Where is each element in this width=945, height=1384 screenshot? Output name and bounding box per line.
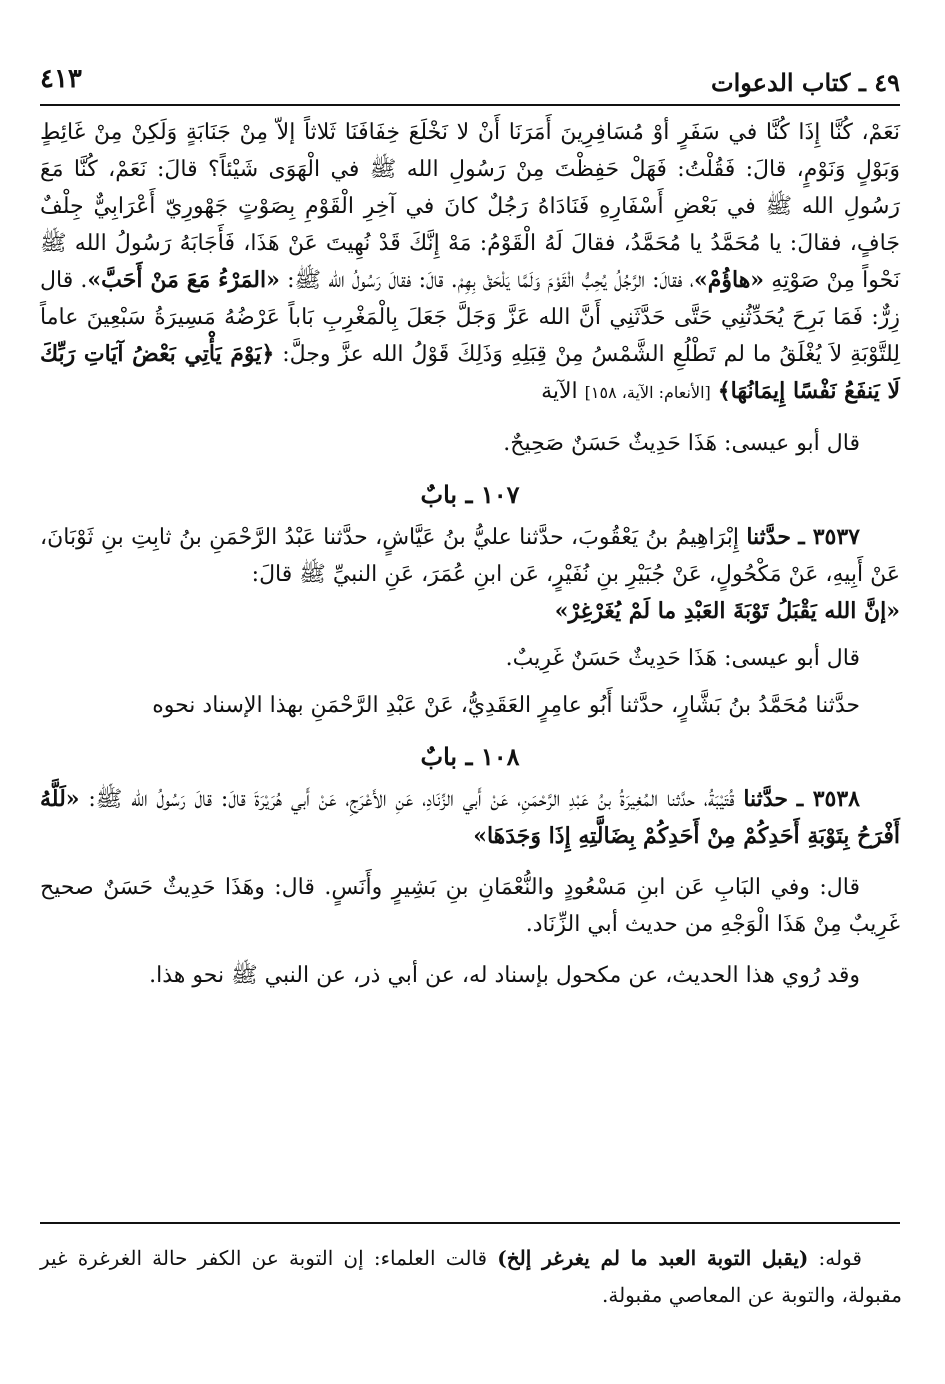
para-text: الآية	[541, 379, 578, 404]
commentary-paragraph: قال: وفي البَابِ عَن ابنِ مَسْعُودٍ والنُّعْمَانِ بنِ بَشِيرٍ وأَنَسٍ. قال: وهَذَا حَدِيثٌ حَسَنٌ صحيح غَرِيبٌ مِنْ هَذَا الْوَجْهِ من حديث أبي الزِّنَاد.	[40, 875, 900, 937]
book-page	[40, 60, 900, 994]
hadith-chain: إِبْرَاهِيمُ بنُ يَعْقُوبَ، حدَّثنا عليُّ بنُ عَيَّاشٍ، حدَّثنا عَبْدُ الرَّحْمَنِ بنُ ثابِتِ بنِ ثَوْبَانَ، عَنْ أَبِيهِ، عَنْ مَكْحُولٍ، عَنْ جُبَيْرِ بنِ نُفَيْرٍ، عَن ابنِ عُمَرَ، عَنِ النبيِّ ﷺ قالَ:	[40, 525, 900, 587]
hadith-text: «إنَّ الله يَقْبَلُ تَوْبَةَ العَبْدِ ما لَمْ يُغَرْغِرْ»	[554, 598, 900, 624]
hadith-number: ٣٥٣٨ ـ	[796, 786, 860, 812]
footnote-body: قالت العلماء: إن التوبة عن الكفر حالة الغرغرة غير مقبولة، والتوبة عن المعاصي مقبولة.	[40, 1246, 902, 1307]
alternate-chain: حدَّثنا مُحَمَّدُ بنُ بَشَّارٍ، حدَّثنا أَبُو عامِرٍ العَقَدِيُّ، عَنْ عَبْدِ الرَّحْمَنِ بهذا الإسناد نحوه	[152, 693, 860, 718]
continuation-paragraph	[40, 114, 900, 411]
running-header	[40, 60, 900, 106]
chapter-heading: ١٠٧ ـ بابٌ	[420, 480, 520, 509]
para-text: نَعَمْ، كُنَّا إِذَا كُنَّا في سَفَرٍ أوْ مُسَافِرِينَ أَمَرَنَا أَنْ لا نَخْلَعَ خِفَافَنَا ثَلاثاً إلاّ مِنْ جَنَابَةٍ وَلَكِنْ مِنْ غَائِطٍ وَبَوْلٍ وَنَوْمٍ، قالَ: فَقُلْتُ: فَهَلْ حَفِظْتَ مِنْ رَسُولِ الله ﷺ في الْهَوَى شَيْئاً؟ قالَ: نَعَمْ، كُنَّا مَعَ رَسُولِ الله ﷺ في بَعْضِ أَسْفَارِهِ فَنَادَاهُ رَجُلٌ كانَ في آخِرِ الْقَوْمِ بِصَوْتٍ جَهْورِيّ أَعْرَابِيٌّ جِلْفٌ جَافٍ، فقالَ: يا مُحَمَّدُ يا مُحَمَّدُ، فقالَ لَهُ الْقَوْمُ: مَهْ إِنَّكَ قَدْ نُهِيتَ عَنْ هَذَا، فَأَجَابَهُ رَسُولُ الله ﷺ نَحْواً مِنْ صَوْتِهِ	[40, 120, 900, 293]
hadith-text: «لَلَّهُ أَفْرَحُ بِتَوْبَةِ أَحَدِكُمْ مِنْ أَحَدِكُمْ بِضَالَّتِهِ إِذَا وَجَدَهَا»	[40, 786, 900, 849]
hadith-3538	[40, 781, 900, 855]
footnote	[40, 1240, 902, 1314]
para-text: ، فقالَ: الرَّجُلُ يُحِبُّ الْقَوْمَ وَلَمَّا يَلْحَقْ بِهِمْ. قالَ: فقالَ رَسُولُ الله ﷺ:	[287, 268, 694, 293]
page-number: ٤١٣	[40, 64, 82, 94]
footnote-quote: (يقبل التوبة العبد ما لم يغرغر إلخ)	[497, 1246, 809, 1270]
prophet-quote: «هاؤُمْ»	[694, 267, 765, 293]
hadith-lead: حدَّثنا	[743, 786, 788, 812]
footnote-lead: قوله:	[818, 1246, 862, 1270]
chapter-heading: ١٠٨ ـ بابٌ	[420, 742, 520, 771]
quran-verse: ﴿يَوْمَ يَأْتِي بَعْضُ آيَاتِ رَبِّكَ لَا يَنفَعُ نَفْسًا إِيمَانُهَا﴾	[40, 341, 900, 404]
chapter-title: ٤٩ ـ كتاب الدعوات	[710, 68, 900, 97]
hadith-3537	[40, 519, 900, 630]
para-text: . قال زِرٌّ: فَمَا بَرِحَ يُحَدِّثُنِي حَتَّى حَدَّثَنِي أَنَّ الله عَزَّ وَجَلَّ جَعَلَ بِالْمَغْرِبِ بَاباً عَرْضُهُ مَسِيرَةُ سَبْعِينَ عاماً لِلتَّوْبَةِ لاَ يُغْلَقُ ما لم تَطْلُعِ الشَّمْسُ مِنْ قِبَلِهِ وَذَلِكَ قَوْلُ الله عزَّ وجلَّ:	[40, 268, 901, 367]
prophet-quote: «المَرْءُ مَعَ مَنْ أَحَبَّ»	[87, 267, 280, 293]
footnote-divider	[40, 1222, 900, 1224]
grading-statement: قال أبو عيسى: هَذَا حَدِيثٌ حَسَنٌ غَرِيبٌ.	[505, 646, 860, 671]
hadith-lead: حدَّثنا	[746, 524, 791, 550]
footnote-text	[40, 1240, 902, 1314]
hadith-chain: قُتَيْبَةُ، حدَّثنا المُغِيرَةُ بنُ عَبْدِ الرَّحْمَنِ، عَنْ أَبي الزِّنَادِ، عَنِ الأَعْرَجِ، عَنْ أَبي هُرَيْرَةَ قالَ: قالَ رَسُولُ الله ﷺ:	[88, 787, 735, 812]
hadith-number: ٣٥٣٧ ـ	[798, 524, 860, 550]
verse-reference: [الأنعام: الآية، ١٥٨]	[584, 383, 711, 402]
closing-paragraph: وقد رُوي هذا الحديث، عن مكحول بإسناد له، عن أبي ذر، عن النبي ﷺ نحو هذا.	[149, 963, 860, 988]
grading-statement: قال أبو عيسى: هَذَا حَدِيثٌ حَسَنٌ صَحِيحٌ.	[503, 431, 860, 456]
